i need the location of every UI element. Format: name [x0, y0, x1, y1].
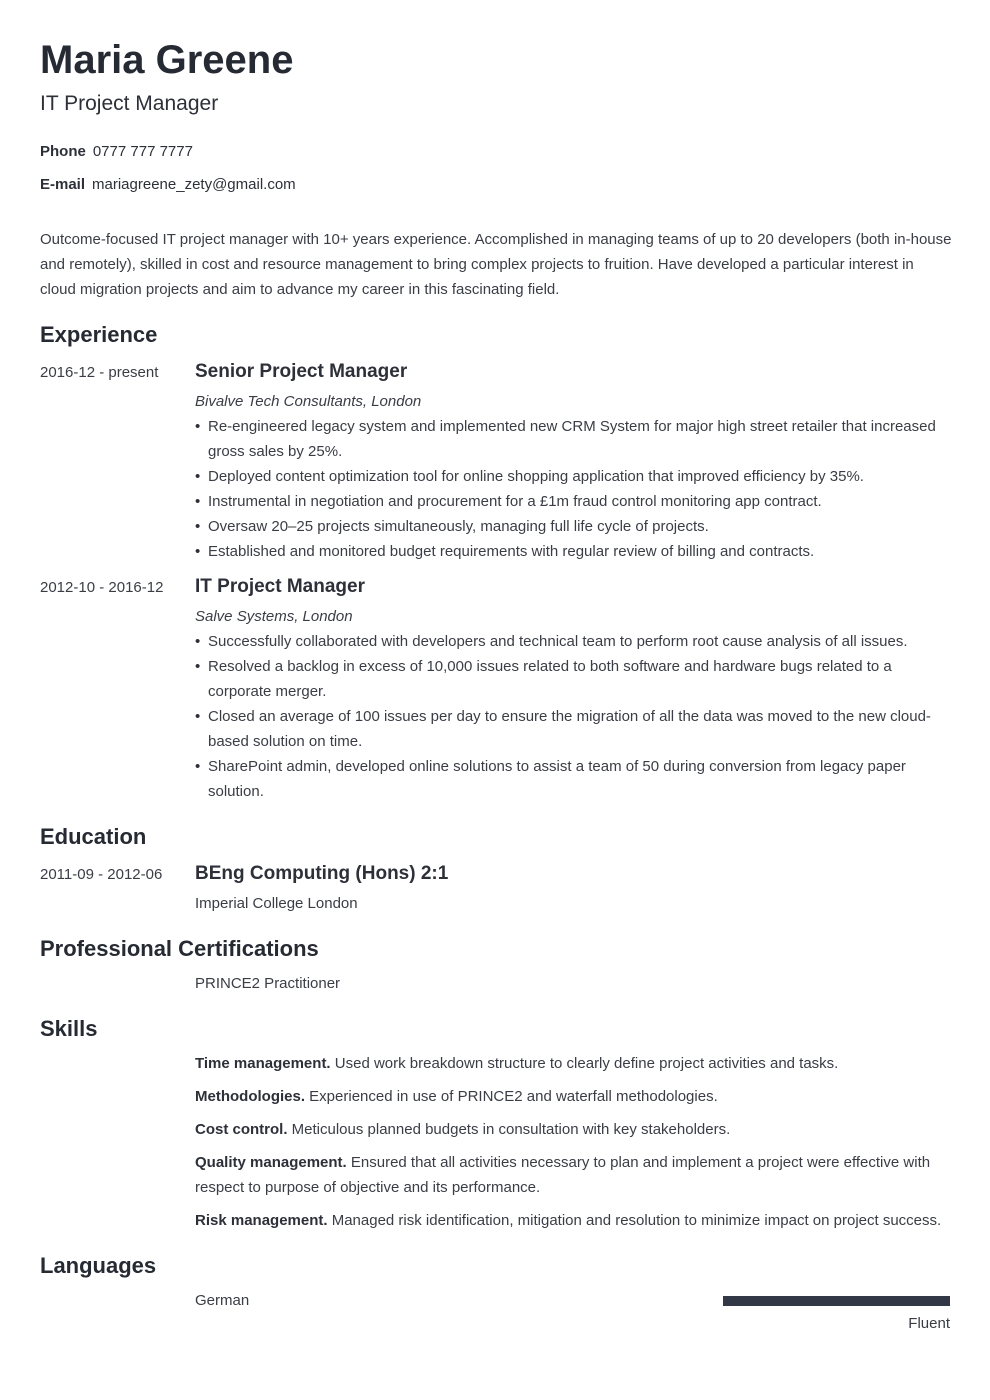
contact-email [40, 175, 296, 195]
achievement-item: • Closed an average of 100 issues per day to ensure the migration of all the data was moved to the new cloud-based solution on time. [195, 704, 950, 754]
language-proficiency-bar [723, 1296, 950, 1306]
skill-description: Managed risk identification, mitigation and resolution to minimize impact on project success. [331, 1212, 942, 1229]
job-role: IT Project Manager [195, 576, 365, 597]
skill-name: Quality management. [195, 1154, 347, 1171]
skill-item [195, 1117, 950, 1142]
skills-heading: Skills [40, 1016, 98, 1041]
job-achievements [195, 629, 950, 804]
achievement-item: • Deployed content optimization tool for online shopping application that improved efficiency by 35%. [195, 464, 950, 489]
school-name: Imperial College London [195, 895, 358, 912]
skill-description: Meticulous planned budgets in consultation with key stakeholders. [291, 1121, 731, 1138]
skill-item [195, 1084, 950, 1109]
skill-description: Experienced in use of PRINCE2 and waterfall methodologies. [309, 1088, 718, 1105]
email-value: mariagreene_zety@gmail.com [92, 176, 296, 193]
email-label: E-mail [40, 176, 86, 193]
candidate-name: Maria Greene [40, 38, 294, 82]
job-dates: 2012-10 - 2016-12 [40, 579, 164, 596]
achievement-item: • SharePoint admin, developed online solutions to assist a team of 50 during conversion from legacy paper solution. [195, 754, 950, 804]
phone-value: 0777 777 7777 [92, 143, 193, 160]
skill-item [195, 1150, 950, 1200]
skill-name: Risk management. [195, 1212, 328, 1229]
education-dates: 2011-09 - 2012-06 [40, 866, 163, 883]
achievement-item: • Resolved a backlog in excess of 10,000 issues related to both software and hardware bugs related to a corporate merger. [195, 654, 950, 704]
language-proficiency-fill [723, 1296, 950, 1306]
profile-summary: Outcome-focused IT project manager with 10+ years experience. Accomplished in managing teams of up to 20 developers (both in-house and remotely), skilled in cost and resource management to bring complex projects to fruition. Have developed a particular interest in cloud migration projects and aim to advance my career in this fascinating field. [40, 231, 952, 298]
job-dates: 2016-12 - present [40, 364, 159, 381]
phone-label: Phone [40, 143, 86, 160]
skill-description: Ensured that all activities necessary to plan and implement a project were effective with respect to purpose of objective and its performance. [195, 1154, 931, 1196]
job-company: Salve Systems, London [195, 608, 353, 625]
achievement-item: • Re-engineered legacy system and implemented new CRM System for major high street retailer that increased gross sales by 25%. [195, 414, 950, 464]
degree-title: BEng Computing (Hons) 2:1 [195, 863, 449, 884]
achievement-item: • Oversaw 20–25 projects simultaneously, managing full life cycle of projects. [195, 514, 950, 539]
job-achievements [195, 414, 950, 564]
certifications-heading: Professional Certifications [40, 936, 319, 961]
achievement-item: • Established and monitored budget requirements with regular review of billing and contracts. [195, 539, 950, 564]
candidate-title: IT Project Manager [40, 92, 219, 115]
language-level: Fluent [908, 1315, 950, 1332]
contact-phone [40, 142, 193, 162]
experience-heading: Experience [40, 322, 158, 347]
skill-name: Cost control. [195, 1121, 288, 1138]
job-role: Senior Project Manager [195, 361, 408, 382]
skill-item [195, 1051, 950, 1076]
achievement-item: • Successfully collaborated with developers and technical team to perform root cause analysis of all issues. [195, 629, 950, 654]
skill-name: Methodologies. [195, 1088, 305, 1105]
skill-description: Used work breakdown structure to clearly define project activities and tasks. [334, 1055, 839, 1072]
language-name: German [195, 1292, 250, 1309]
achievement-item: • Instrumental in negotiation and procurement for a £1m fraud control monitoring app contract. [195, 489, 950, 514]
education-heading: Education [40, 824, 147, 849]
job-company: Bivalve Tech Consultants, London [195, 393, 422, 410]
skill-item [195, 1208, 950, 1233]
languages-heading: Languages [40, 1253, 157, 1278]
skill-name: Time management. [195, 1055, 331, 1072]
certification-item: PRINCE2 Practitioner [195, 975, 341, 992]
